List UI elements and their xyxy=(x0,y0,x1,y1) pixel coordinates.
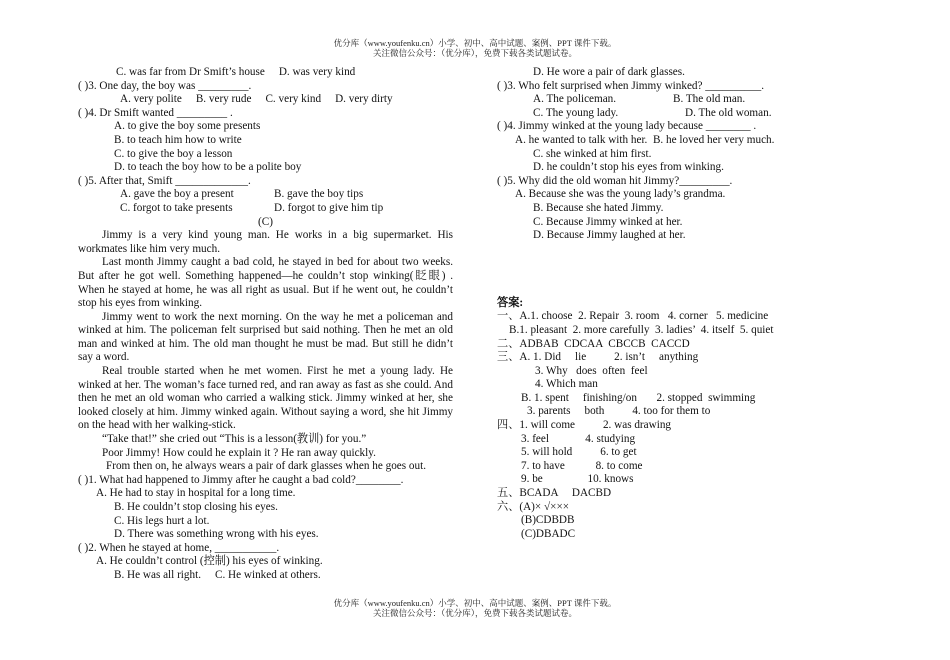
answers-title: 答案: xyxy=(497,296,524,309)
option-b: B. to teach him how to write xyxy=(114,133,242,146)
option-c: C. she winked at him first. xyxy=(533,147,652,160)
option-c: C. to give the boy a lesson xyxy=(114,147,233,160)
question-c5: ( )5. Why did the old woman hit Jimmy?_________. xyxy=(497,174,733,187)
option-a: A. He couldn’t control (控制) his eyes of winking. xyxy=(96,555,323,568)
option-line: B. He was all right. C. He winked at others. xyxy=(114,568,321,581)
answer-line: (B)CDBDB xyxy=(521,514,575,527)
option-line: C. The young lady. D. The old woman. xyxy=(533,106,772,119)
option-c: C. Because Jimmy winked at her. xyxy=(533,215,683,228)
section-c-title: (C) xyxy=(258,215,273,228)
option-b: B. He couldn’t stop closing his eyes. xyxy=(114,501,278,513)
left-column xyxy=(78,66,453,583)
right-column xyxy=(497,66,872,541)
answer-line: 3. parents both 4. too for them to xyxy=(527,405,711,418)
answer-line: (C)DBADC xyxy=(521,527,576,540)
option-line: A. he wanted to talk with her. B. he loved her very much. xyxy=(515,133,775,146)
answer-line: 9. be 10. knows xyxy=(521,473,634,486)
question-c4: ( )4. Jimmy winked at the young lady because ________ . xyxy=(497,120,757,133)
question-b3: ( )3. One day, the boy was _________. xyxy=(78,79,252,92)
footer-line-1: 优分库（www.youfenku.cn）小学、初中、高中试题、案例、PPT 课件下载。 xyxy=(333,598,617,608)
passage-paragraph: Jimmy is a very kind young man. He works in a big supermarket. His workmates like him very much. xyxy=(78,229,453,255)
answer-line: B.1. pleasant 2. more carefully 3. ladies’ 4. itself 5. quiet xyxy=(509,323,774,336)
option-c: C. His legs hurt a lot. xyxy=(114,514,210,527)
answer-line: 一、A.1. choose 2. Repair 3. room 4. corner 5. medicine xyxy=(497,310,769,323)
option-line: A. very polite B. very rude C. very kind D. very dirty xyxy=(120,93,393,106)
option-a: A. to give the boy some presents xyxy=(114,120,261,133)
answer-line: 六、(A)× √××× xyxy=(497,500,570,513)
option-d: D. He wore a pair of dark glasses. xyxy=(533,66,685,78)
page-footer xyxy=(0,598,950,618)
answer-line: 4. Which man xyxy=(535,378,598,391)
answer-line: 3. feel 4. studying xyxy=(521,432,636,445)
option-d: D. he couldn’t stop his eyes from winking. xyxy=(533,161,724,174)
option-a: A. Because she was the young lady’s grandma. xyxy=(515,188,726,201)
footer-line-2: 关注微信公众号：（优分库），免费下载各类试题试卷。 xyxy=(372,608,577,618)
passage-paragraph: From then on, he always wears a pair of dark glasses when he goes out. xyxy=(106,460,427,473)
answer-line: 四、1. will come 2. was drawing xyxy=(497,419,672,432)
page-header xyxy=(0,38,950,58)
option-d: D. Because Jimmy laughed at her. xyxy=(533,229,686,242)
passage-paragraph: Last month Jimmy caught a bad cold, he stayed in bed for about two weeks. But after he got well. Something happened—he couldn’t stop winking(眨眼) . When he stayed at home, he was all right as usual. But if he went out, he couldn’t stop his eyes from winking. xyxy=(78,256,453,310)
answer-line: 三、A. 1. Did lie 2. isn’t anything xyxy=(497,351,699,364)
option-d: D. to teach the boy how to be a polite boy xyxy=(114,161,302,174)
question-c2: ( )2. When he stayed at home, ___________. xyxy=(78,541,280,554)
question-c1: ( )1. What had happened to Jimmy after he caught a bad cold?________. xyxy=(78,473,404,486)
passage-paragraph: Real trouble started when he met women. First he met a young lady. He winked at her. The woman’s face turned red, and ran away as fast as she could. And then he met an old woman who carried a walking stick. Jimmy winked at her, she looked closely at him. Jimmy winked again. Without saying a word, she hit Jimmy on the head with her walking-stick. xyxy=(78,365,453,432)
option-line: C. forgot to take presents D. forgot to give him tip xyxy=(120,201,384,214)
option-b: B. Because she hated Jimmy. xyxy=(533,201,664,214)
option-a: A. He had to stay in hospital for a long time. xyxy=(96,487,296,500)
question-b4: ( )4. Dr Smift wanted _________ . xyxy=(78,106,233,119)
passage-paragraph: Jimmy went to work the next morning. On the way he met a policeman and winked at him. The policeman felt surprised but said nothing. Then he met an old man and winked at him. The old man thought he must be mad. But still he didn’t say a word. xyxy=(78,310,453,364)
question-c3: ( )3. Who felt surprised when Jimmy winked? __________. xyxy=(497,79,765,92)
answer-line: 5. will hold 6. to get xyxy=(521,446,637,459)
option-d: D. There was something wrong with his eyes. xyxy=(114,528,319,541)
answer-line: 五、BCADA DACBD xyxy=(497,487,612,500)
answer-line: 3. Why does often feel xyxy=(535,364,648,377)
passage-paragraph: Poor Jimmy! How could he explain it ? He ran away quickly. xyxy=(102,446,376,459)
answer-line: 二、ADBAB CDCAA CBCCB CACCD xyxy=(497,337,690,350)
passage-paragraph: “Take that!” she cried out “This is a lesson(教训) for you.” xyxy=(102,433,367,446)
header-line-2: 关注微信公众号：（优分库），免费下载各类试题试卷。 xyxy=(372,48,577,58)
answer-line: B. 1. spent finishing/on 2. stopped swimming xyxy=(521,391,756,404)
question-b5: ( )5. After that, Smift _____________. xyxy=(78,174,251,187)
option-line: C. was far from Dr Smift’s house D. was very kind xyxy=(116,66,356,78)
header-line-1: 优分库（www.youfenku.cn）小学、初中、高中试题、案例、PPT 课件下载。 xyxy=(333,38,617,48)
option-line: A. gave the boy a present B. gave the boy tips xyxy=(120,188,364,201)
option-line: A. The policeman. B. The old man. xyxy=(533,93,746,106)
answer-line: 7. to have 8. to come xyxy=(521,459,643,472)
